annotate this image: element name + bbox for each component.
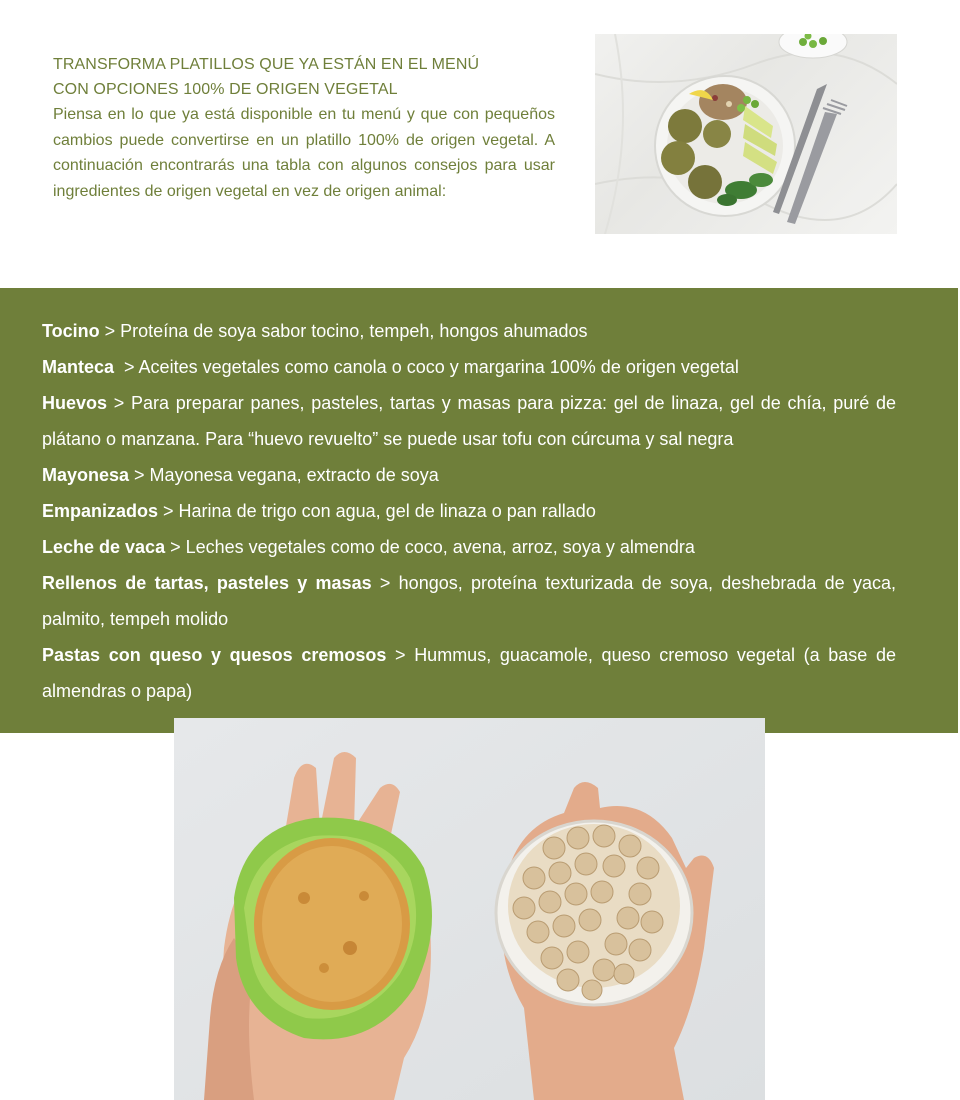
tip-term: Huevos [42,393,108,413]
tip-rellenos [42,565,896,637]
tip-description: > hongos, proteína texturizada de soya, deshebrada de yaca, palmito, tempeh molido [42,573,896,629]
substitution-tips [42,313,896,709]
tip-term: Manteca [42,357,115,377]
tip-pastas-con-queso [42,637,896,709]
tip-description: > Harina de trigo con agua, gel de linaza o pan rallado [158,501,596,521]
tip-mayonesa [42,457,896,493]
tip-huevos [42,385,896,457]
tip-description: > Para preparar panes, pasteles, tartas y masas para pizza: gel de linaza, gel de chía, puré de plátano o manzana. Para “huevo revuelto” se puede usar tofu con cúrcuma y sal negra [42,393,896,449]
salad-bowl-photo [595,34,897,234]
tip-description: > Proteína de soya sabor tocino, tempeh, hongos ahumados [99,321,588,341]
tip-term: Tocino [42,321,100,341]
intro-title [53,52,555,102]
tip-leche-de-vaca [42,529,896,565]
tip-term: Pastas con queso y quesos cremosos [42,645,387,665]
tip-tocino [42,313,896,349]
tip-term: Mayonesa [42,465,130,485]
intro-paragraph: Piensa en lo que ya está disponible en tu menú y que con pequeños cambios puede convertirse en un platillo 100% de origen vegetal. A continuación encontrarás una tabla con algunos consejos para usar ingredientes de origen vegetal en vez de origen animal: [53,106,555,200]
hands-holding-food-illustration [174,718,765,1100]
tip-description: > Hummus, guacamole, queso cremoso vegetal (a base de almendras o papa) [42,645,896,701]
tip-manteca [42,349,896,385]
tip-description: > Mayonesa vegana, extracto de soya [129,465,439,485]
salad-bowl-illustration [595,34,897,234]
intro-title-line-2: CON OPCIONES 100% DE ORIGEN VEGETAL [53,81,398,98]
tip-description: > Leches vegetales como de coco, avena, arroz, soya y almendra [165,537,695,557]
burger-and-chickpeas-photo [174,718,765,1100]
tip-term: Leche de vaca [42,537,166,557]
intro-section [53,52,555,204]
tip-term: Empanizados [42,501,159,521]
tip-term: Rellenos de tartas, pasteles y masas [42,573,372,593]
tip-empanizados [42,493,896,529]
tip-description: > Aceites vegetales como canola o coco y margarina 100% de origen vegetal [114,357,739,377]
intro-title-line-1: TRANSFORMA PLATILLOS QUE YA ESTÁN EN EL MENÚ [53,56,480,73]
